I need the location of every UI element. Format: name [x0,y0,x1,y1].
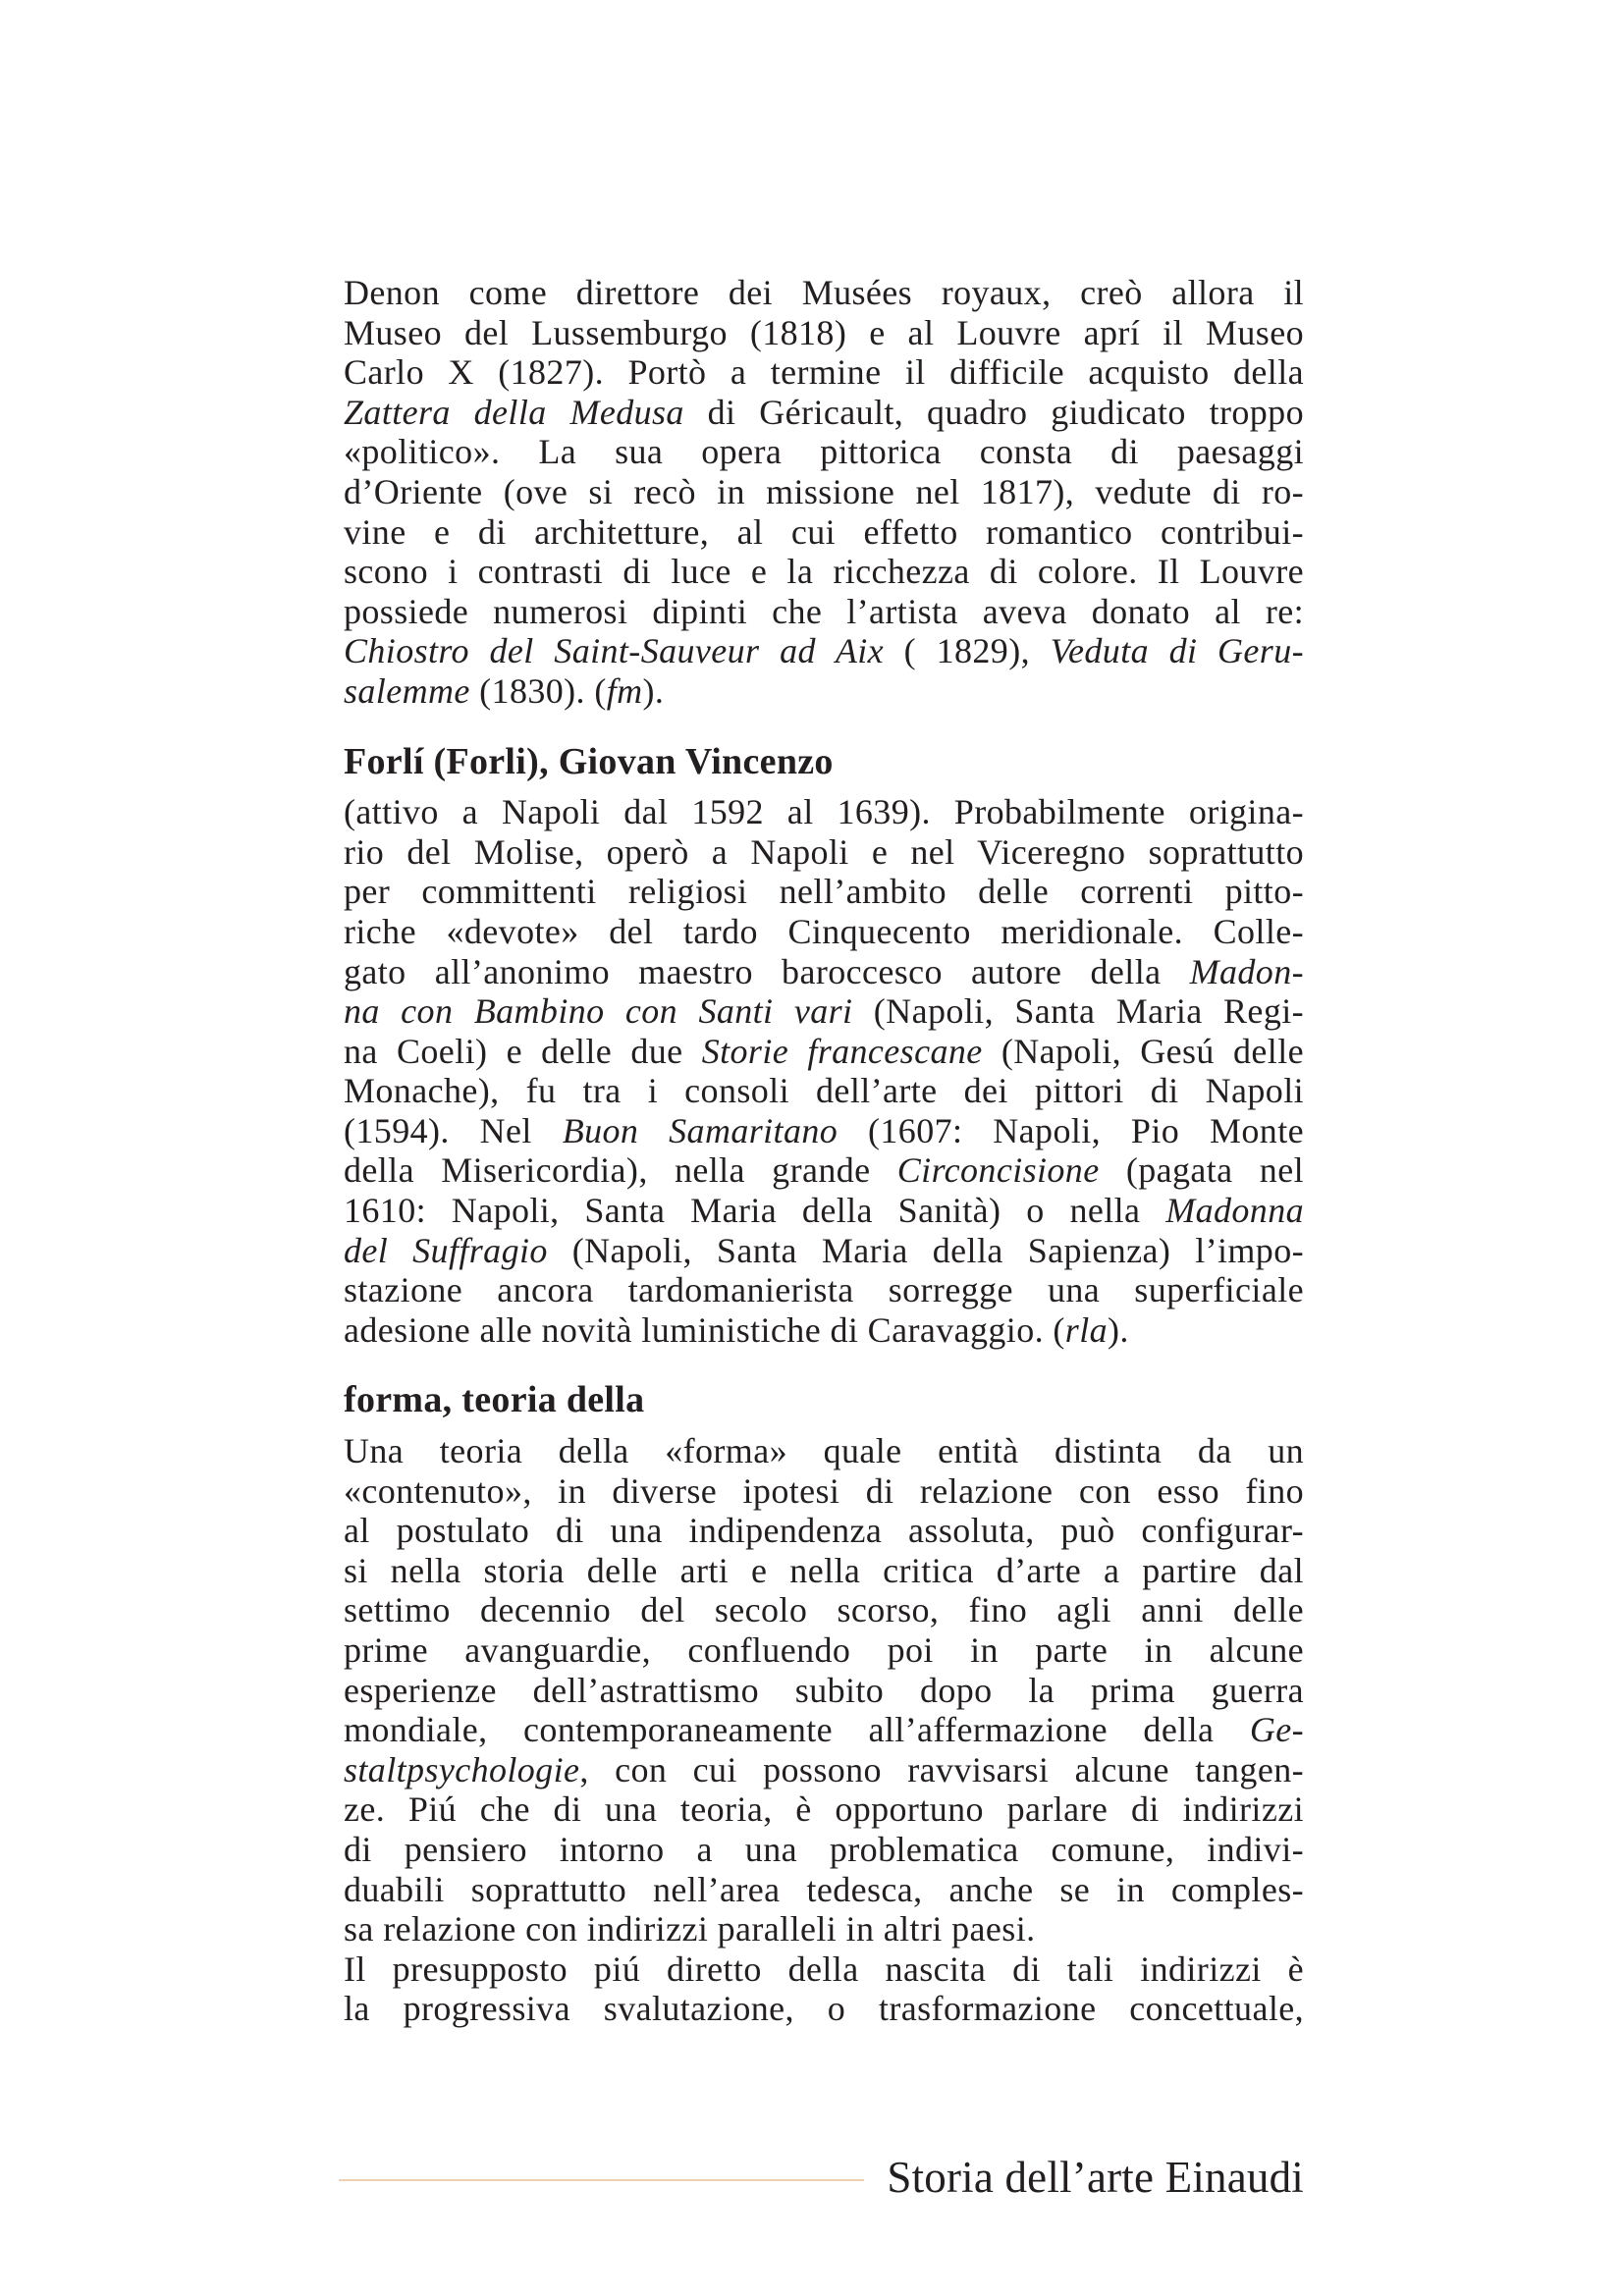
text-run: esperienze dell’astrattismo subito dopo la prima guerra [344,1670,1304,1710]
italic-text: Madonna [1165,1191,1304,1231]
text-run: 1610: Napoli, Santa Maria della Sanità) o nella [344,1191,1166,1231]
italic-text: salemme [344,670,470,711]
text-line [344,1671,1304,1711]
text-line [344,631,1304,671]
text-run: prime avanguardie, confluendo poi in parte in alcune [344,1630,1304,1670]
dictionary-entry [344,273,1304,712]
text-run: sa relazione con indirizzi paralleli in altri paesi. [344,1909,1036,1949]
text-run: Museo del Lussemburgo (1818) e al Louvre aprí il Museo [344,312,1304,352]
dictionary-entry [344,742,1304,1351]
text-run: na Coeli) e delle due [344,1031,702,1071]
italic-text: Zattera della Medusa [344,392,684,432]
text-line [344,991,1304,1032]
dictionary-entry [344,1380,1304,2029]
italic-text: rla [1064,1309,1109,1350]
text-run: gato all’anonimo maestro baroccesco autore della [344,951,1190,991]
italic-text: Madon- [1189,951,1304,991]
text-line [344,512,1304,553]
text-line [344,1150,1304,1191]
text-line [344,1471,1304,1512]
italic-text: Circoncisione [896,1150,1100,1191]
italic-text: del Suffragio [344,1230,548,1270]
text-run: Carlo X (1827). Portò a termine il difficile acquisto della [344,352,1304,393]
text-line [344,1270,1304,1310]
text-run: rio del Molise, operò a Napoli e nel Viceregno soprattutto [344,831,1304,872]
text-run: al postulato di una indipendenza assoluta, può configurar- [344,1511,1304,1551]
text-run: di pensiero intorno a una problematica comune, indivi- [344,1829,1304,1869]
text-run: Denon come direttore dei Musées royaux, creò allora il [344,273,1304,312]
text-line [344,1231,1304,1271]
text-run: (Napoli, Santa Maria Regi- [852,991,1305,1032]
text-line [344,1191,1304,1231]
entry-heading: forma, teoria della [344,1379,645,1421]
italic-text: Ge- [1249,1710,1304,1750]
text-line [344,472,1304,512]
text-run: Una teoria della «forma» quale entità distinta da un [344,1431,1304,1471]
text-line [344,792,1304,832]
text-line [344,1830,1304,1870]
text-run: (Napoli, Gesú delle [982,1031,1304,1071]
text-line [344,1071,1304,1111]
text-run: ). [1108,1309,1129,1350]
italic-text: staltpsychologie [344,1749,580,1789]
text-line [344,671,1304,712]
text-run: settimo decennio del secolo scorso, fino agli anni delle [344,1590,1304,1630]
text-run: stazione ancora tardomanierista sorregge una superficiale [344,1270,1304,1310]
text-line [344,1511,1304,1551]
text-run: «politico». La sua opera pittorica consta di paesaggi [344,432,1304,472]
text-run: (pagata nel [1099,1150,1304,1191]
text-run: possiede numerosi dipinti che l’artista aveva donato al re: [344,591,1304,631]
text-line [344,1750,1304,1790]
text-run: Monache), fu tra i consoli dell’arte dei pittori di Napoli [344,1071,1304,1111]
text-line [344,832,1304,873]
text-run: , con cui possono ravvisarsi alcune tangen- [579,1749,1304,1789]
text-run: vine e di architetture, al cui effetto romantico contribui- [344,511,1304,552]
text-run: adesione alle novità luministiche di Caravaggio. ( [344,1309,1065,1350]
text-line [344,1909,1304,1949]
italic-text: Buon Samaritano [562,1110,839,1150]
text-line [344,1989,1304,2029]
text-run: per committenti religiosi nell’ambito delle correnti pitto- [344,872,1304,912]
text-run: (Napoli, Santa Maria della Sapienza) l’impo- [547,1230,1304,1270]
text-line [344,313,1304,353]
text-line [344,552,1304,592]
text-line [344,1111,1304,1151]
body-text [344,273,1304,2029]
text-line [344,1551,1304,1591]
footer-title: Storia dell’arte Einaudi [887,2153,1304,2202]
italic-text: Veduta di Geru- [1050,631,1304,671]
text-line [344,393,1304,433]
text-run: ( 1829), [884,631,1051,671]
text-run: di Géricault, quadro giudicato troppo [683,392,1304,432]
text-run: Il presupposto piú diretto della nascita di tali indirizzi è [344,1949,1304,1989]
text-line [344,1949,1304,1990]
text-run: riche «devote» del tardo Cinquecento meridionale. Colle- [344,911,1304,951]
text-line [344,1590,1304,1630]
text-run: scono i contrasti di luce e la ricchezza di colore. Il Louvre [344,552,1304,592]
italic-text: Storie francescane [701,1031,983,1071]
text-line [344,952,1304,992]
footer-rule [339,2179,864,2181]
italic-text: Chiostro del Saint-Sauveur ad Aix [344,631,884,671]
text-run: (1607: Napoli, Pio Monte [838,1110,1304,1150]
text-line [344,592,1304,632]
text-run: si nella storia delle arti e nella critica d’arte a partire dal [344,1550,1304,1590]
text-line [344,1310,1304,1351]
text-line [344,912,1304,952]
text-run: (attivo a Napoli dal 1592 al 1639). Probabilmente origina- [344,792,1304,832]
text-run: ze. Piú che di una teoria, è opportuno parlare di indirizzi [344,1789,1304,1830]
text-run: la progressiva svalutazione, o trasformazione concettuale, [344,1989,1304,2029]
text-run: «contenuto», in diverse ipotesi di relazione con esso fino [344,1470,1304,1511]
text-run: della Misericordia), nella grande [344,1150,897,1191]
paragraph [344,792,1304,1350]
text-run: mondiale, contemporaneamente all’affermazione della [344,1710,1250,1750]
text-line [344,1032,1304,1072]
italic-text: fm [606,670,643,711]
text-line [344,432,1304,472]
text-run: (1594). Nel [344,1110,563,1150]
text-line [344,1870,1304,1910]
entry-heading: Forlí (Forli), Giovan Vincenzo [344,740,834,782]
paragraph [344,273,1304,712]
text-run: d’Oriente (ove si recò in missione nel 1817), vedute di ro- [344,471,1304,511]
text-run: (1830). ( [469,670,607,711]
italic-text: na con Bambino con Santi vari [344,991,853,1032]
text-line [344,352,1304,393]
text-line [344,273,1304,313]
text-line [344,1789,1304,1830]
text-run: ). [642,670,665,711]
text-run: duabili soprattutto nell’area tedesca, anche se in comples- [344,1869,1304,1909]
text-line [344,1630,1304,1671]
paragraph [344,1431,1304,1949]
text-line [344,1710,1304,1750]
paragraph [344,1949,1304,2029]
text-line [344,872,1304,912]
text-line [344,1431,1304,1471]
